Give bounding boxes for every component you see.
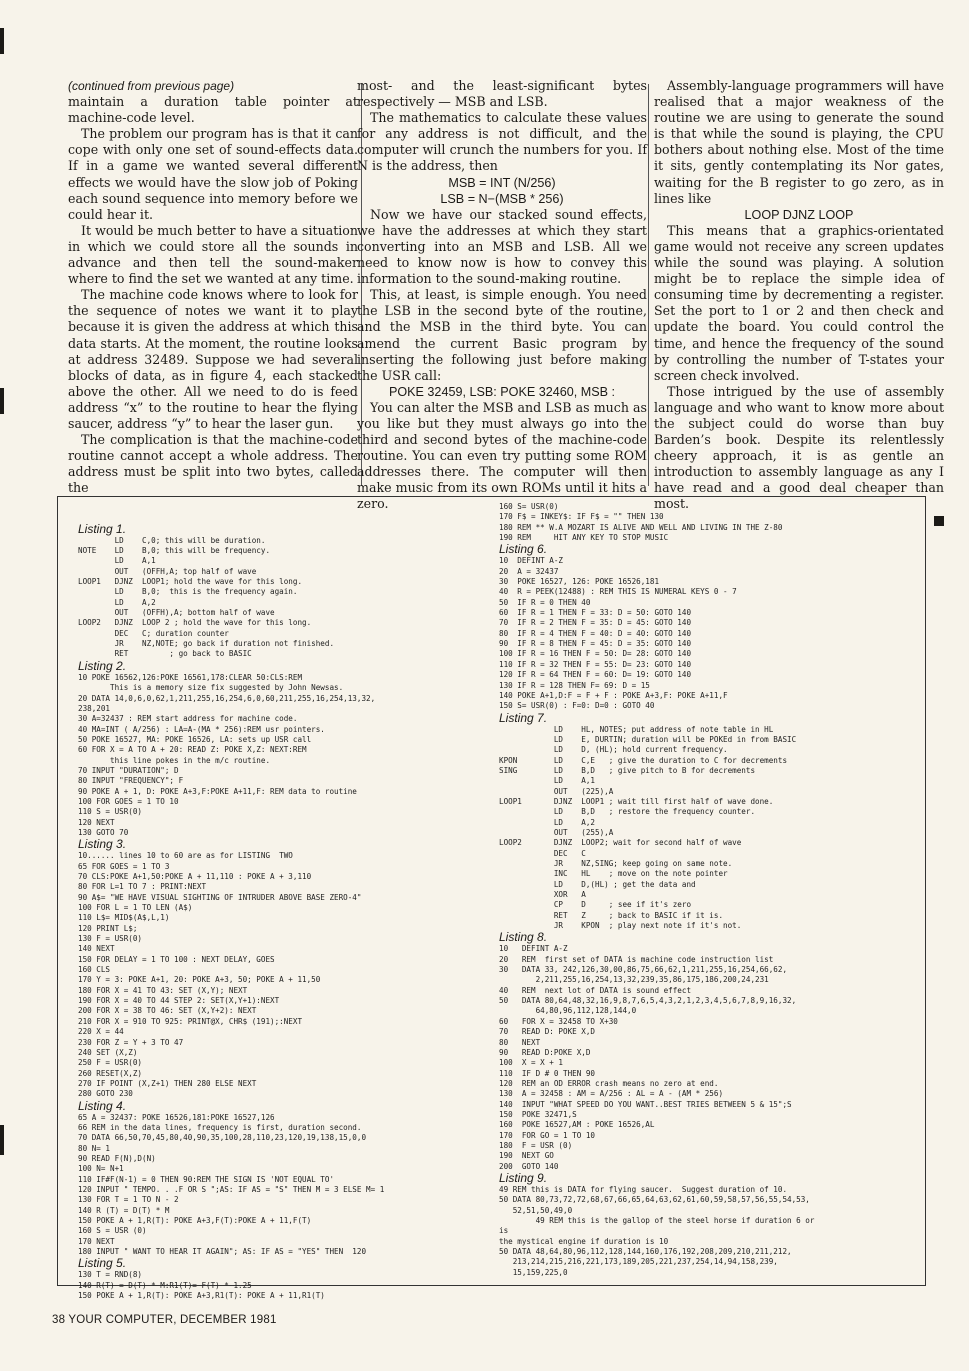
listing-code: LD HL, NOTES; put address of note table in HL LD E, DURTIN; duration will be POKEd in from BASIC LD D, (HL); hold current frequency. KPON LD C,E ; give the duration to C for decrements SING LD B,D ; give pitch to B for decrements LD A,1 OUT (225),A LOOP1 DJNZ LOOP1 ; wait till first half of wave done. LD B,D ; restore the frequency counter. LD A,2 OUT (255),A LOOP2 DJNZ LOOP2; wait for second half of wave DEC C JR NZ,SING; keep going on same note. INC HL ; move on the note pointer LD D,(HL) ; get the data and XOR A CP D ; see if it's zero RET Z ; back to BASIC if it is. JR KPON ; play next note if it's not. <box>499 724 797 931</box>
listing-code: 160 S= USR(0) 170 F$ = INKEY$: IF F$ = "" THEN 130 180 REM ** W.A MOZART IS ALIVE AND WELL AND LIVING IN THE Z-80 190 REM HIT ANY KEY TO STOP MUSIC <box>499 502 783 543</box>
paragraph: The mathematics to calculate these values for any address is not difficult, and the computer will crunch the numbers for you. If N is the address, then <box>357 110 647 174</box>
article-column-2 <box>357 78 647 513</box>
listing-title: Listing 8. <box>499 930 548 945</box>
poke-statement: POKE 32459, LSB: POKE 32460, MSB : <box>388 384 616 399</box>
paragraph: maintain a duration table pointer at machine-code level. <box>68 94 358 126</box>
paragraph: This means that a graphics-orientated game would not receive any screen updates while the sound was playing. A solution might be to replace the simple idea of consuming time by decrementing a register. Set the port to 1 or 2 and then check and update the board. You could control the time, and hence the frequency of the sound by controlling the number of T-states your screen check involved. <box>654 222 944 383</box>
listing-code: 10 DEFINT A-Z 20 A = 32437 30 POKE 16527, 126: POKE 16526,181 40 R = PEEK(12488) : REM THIS IS NUMERAL KEYS 0 - 7 50 IF R = 0 THEN 40 60 IF R = 1 THEN F = 33: D = 50: GOTO 140 70 IF R = 2 THEN F = 35: D = 45: GOTO 140 80 IF R = 4 THEN F = 40: D = 40: GOTO 140 90 IF R = 8 THEN F = 45: D = 35: GOTO 140 100 IF R = 16 THEN F = 50: D= 28: GOTO 140 110 IF R = 32 THEN F = 55: D= 23: GOTO 140 120 IF R = 64 THEN F = 60: D= 19: GOTO 140 130 IF R = 128 THEN F= 69: D = 15 140 POKE A+1,D:F = F + F : POKE A+3,F: POKE A+11,F 150 S= USR(0) : F=0: D=0 : GOTO 40 <box>499 556 737 711</box>
code-inline: LOOP DJNZ LOOP <box>744 207 854 222</box>
article-column-3 <box>654 78 944 526</box>
listing-title: Listing 6. <box>499 542 548 557</box>
page-footer: 38 YOUR COMPUTER, DECEMBER 1981 <box>52 1314 277 1326</box>
listing-title: Listing 3. <box>78 837 127 852</box>
paragraph: The complication is that the machine-code routine cannot accept a whole address. The address must be split into two bytes, called the <box>68 432 358 496</box>
listing-code: 10 DEFINT A-Z 20 REM first set of DATA is machine code instruction list 30 DATA 33, 242,126,30,00,86,75,66,62,1,211,255,16,254,66,62, 2,211,255,16,254,13,32,239,35,86,175,186,200,24,231 40 REM next lot of DATA is sound effect 50 DATA 80,64,48,32,16,9,8,7,6,5,4,3,2,1,2,3,4,5,6,7,8,9,16,32, 64,80,96,112,128,144,0 60 FOR X = 32458 TO X+30 70 READ D: POKE X,D 80 NEXT 90 READ D:POKE X,D 100 X = X + 1 110 IF D # 0 THEN 90 120 REM an OD ERROR crash means no zero at end. 130 A = 32458 : AM = A/256 : AL = A - (AM * 256) 140 INPUT "WHAT SPEED DO YOU WANT..BEST TRIES BETWEEN 5 & 15";S 150 POKE 32471,S 160 POKE 16527,AM : POKE 16526,AL 170 FOR GO = 1 TO 10 180 F = USR (0) 190 NEXT GO 200 GOTO 140 <box>499 944 797 1171</box>
paragraph: Assembly-language programmers will have realised that a major weakness of the routine we are using to generate the sound is that while the sound is playing, the CPU bothers about nothing else. Most of the time it sits, gently contemplating its Nor gates, waiting for the B register to go zero, as in lines like <box>654 78 944 206</box>
paragraph: This, at least, is simple enough. You need the LSB in the second byte of the routine, and the MSB in the third byte. You can amend the current Basic program by inserting the following just before making the USR call: <box>357 287 647 383</box>
paragraph: You can alter the MSB and LSB as much as you like but they must always go into the third and second bytes of the machine-code routine. You can even try putting some ROM addresses there. The computer will then make music from its own ROMs until it hits a zero. <box>357 399 647 512</box>
binding-mark <box>0 28 4 54</box>
listing-code: LD C,0; this will be duration. NOTE LD B,0; this will be frequency. LD A,1 OUT (OFFH,A; top half of wave LOOP1 DJNZ LOOP1; hold the wave for this long. LD B,0; this is the frequency again. LD A,2 OUT (OFFH),A; bottom half of wave LOOP2 DJNZ LOOP 2 ; hold the wave for this long. DEC C; duration counter JR NZ,NOTE; go back if duration not finished. RET ; go back to BASIC <box>78 535 335 659</box>
paragraph: Now we have our stacked sound effects, we have the addresses at which they start converting into an MSB and LSB. All we need to know now is how to convey this information to the sound-making routine. <box>357 206 647 287</box>
listings-right <box>499 502 814 1278</box>
listing-code: 130 T = RND(8) 140 R(T) = D(T) * M:R1(T)= F(T) * 1.25 150 POKE A + 1,R(T): POKE A+3,R1(T): POKE A + 11,R1(T) <box>78 1270 325 1301</box>
paragraph: The problem our program has is that it can cope with only one set of sound-effects data. If in a game we wanted several different effects we would have the slow job of Poking each sound sequence into memory before we could hear it. <box>68 126 358 222</box>
continued-note: (continued from previous page) <box>68 79 235 93</box>
listing-code: 49 REM this is DATA for flying saucer. Suggest duration of 10. 50 DATA 80,73,72,72,68,67,66,65,64,63,62,61,60,59,58,57,56,55,54,53, 52,51,50,49,0 49 REM this is the gallop of the steel horse if duration 6 or is the mystical engine if duration is 10 50 DATA 48,64,80,96,112,128,144,160,176,192,208,209,210,211,212, 213,214,215,216,221,173,189,205,221,237,254,14,94,158,239, 15,159,225,0 <box>499 1184 815 1277</box>
paragraph: Those intrigued by the use of assembly language and who want to know more about the subject could do worse than buy Barden’s book. Despite its relentlessly cheery approach, it is as gentle an introduction to assembly language as any I have read and a good deal cheaper than most. <box>654 383 944 512</box>
listing-title: Listing 1. <box>78 521 127 536</box>
listing-code: 10 POKE 16562,126:POKE 16561,178:CLEAR 50:CLS:REM This is a memory size fix suggested by John Newsas. 20 DATA 14,0,6,0,62,1,211,255,16,254,6,0,60,211,255,16,254,13,32, 238,201 30 A=32437 : REM start address for machine code. 40 MA=INT ( A/256) : LA=A-(MA * 256):REM usr pointers. 50 POKE 16527, MA: POKE 16526, LA: sets up USR call 60 FOR X = A TO A + 20: READ Z: POKE X,Z: NEXT:REM this line pokes in the m/c routine. 70 INPUT "DURATION"; D 80 INPUT "FREQUENCY"; F 90 POKE A + 1, D: POKE A+3,F:POKE A+11,F: REM data to routine 100 FOR GOES = 1 TO 10 110 S = USR(0) 120 NEXT 130 GOTO 70 <box>78 672 376 837</box>
listing-title: Listing 4. <box>78 1098 127 1113</box>
listing-title: Listing 2. <box>78 658 127 673</box>
column-rule <box>648 84 649 486</box>
listing-title: Listing 7. <box>499 710 548 725</box>
binding-mark <box>0 388 4 414</box>
listings-left <box>78 502 384 1301</box>
formula-lsb: LSB = N−(MSB * 256) <box>440 191 564 206</box>
listing-title: Listing 5. <box>78 1256 127 1271</box>
formula-msb: MSB = INT (N/256) <box>448 175 556 190</box>
end-of-article-mark <box>934 516 944 526</box>
listing-code: 10...... lines 10 to 60 are as for LISTING TWO 65 FOR GOES = 1 TO 3 70 CLS:POKE A+1,50:POKE A + 11,110 : POKE A + 3,110 80 FOR L=1 TO 7 : PRINT:NEXT 90 A$= "WE HAVE VISUAL SIGHTING OF INTRUDER ABOVE BASE ZERO-4" 100 FOR L = 1 TO LEN (A$) 110 L$= MID$(A$,L,1) 120 PRINT L$; 130 F = USR(0) 140 NEXT 150 FOR DELAY = 1 TO 100 : NEXT DELAY, GOES 160 CLS 170 Y = 3: POKE A+1, 20: POKE A+3, 50; POKE A + 11,50 180 FOR X = 41 TO 43: SET (X,Y); NEXT 190 FOR X = 40 TO 44 STEP 2: SET(X,Y+1):NEXT 200 FOR X = 38 TO 46: SET (X,Y+2): NEXT 210 FOR X = 910 TO 925: PRINT@X, CHR$ (191);:NEXT 220 X = 44 230 FOR Z = Y + 3 TO 47 240 SET (X,Z) 250 F = USR(0) 260 RESET(X,Z) 270 IF POINT (X,Z+1) THEN 280 ELSE NEXT 280 GOTO 230 <box>78 851 362 1099</box>
paragraph: The machine code knows where to look for the sequence of notes we want it to play because it is given the address at which this data starts. At the moment, the routine looks at address 32489. Suppose we had several blocks of data, as in figure 4, each stacked above the other. All we need to do is feed address “x” to the routine to hear the flying saucer, address “y” to hear the laser gun. <box>68 287 358 431</box>
binding-mark <box>0 1125 4 1155</box>
listing-title: Listing 9. <box>499 1170 548 1185</box>
listing-code: 65 A = 32437: POKE 16526,181:POKE 16527,126 66 REM in the data lines, frequency is first, duration second. 70 DATA 66,50,70,45,80,40,90,35,100,28,110,23,120,19,138,15,0,0 80 N= 1 90 READ F(N),D(N) 100 N= N+1 110 IF#F(N-1) = 0 THEN 90:REM THE SIGN IS 'NOT EQUAL TO' 120 INPUT " TEMPO. . .F OR S ";AS: IF AS = "S" THEN M = 3 ELSE M= 1 130 FOR T = 1 TO N - 2 140 R (T) = D(T) * M 150 POKE A + 1,R(T): POKE A+3,F(T):POKE A + 11,F(T) 160 S = USR (0) 170 NEXT 180 INPUT " WANT TO HEAR IT AGAIN"; AS: IF AS = "YES" THEN 120 <box>78 1112 385 1257</box>
article-column-1 <box>68 78 358 496</box>
paragraph: most- and the least-significant bytes respectively — MSB and LSB. <box>357 78 647 110</box>
paragraph: It would be much better to have a situation in which we could store all the sounds in advance and then tell the sound-maker where to find the set we wanted at any time. <box>68 222 358 287</box>
